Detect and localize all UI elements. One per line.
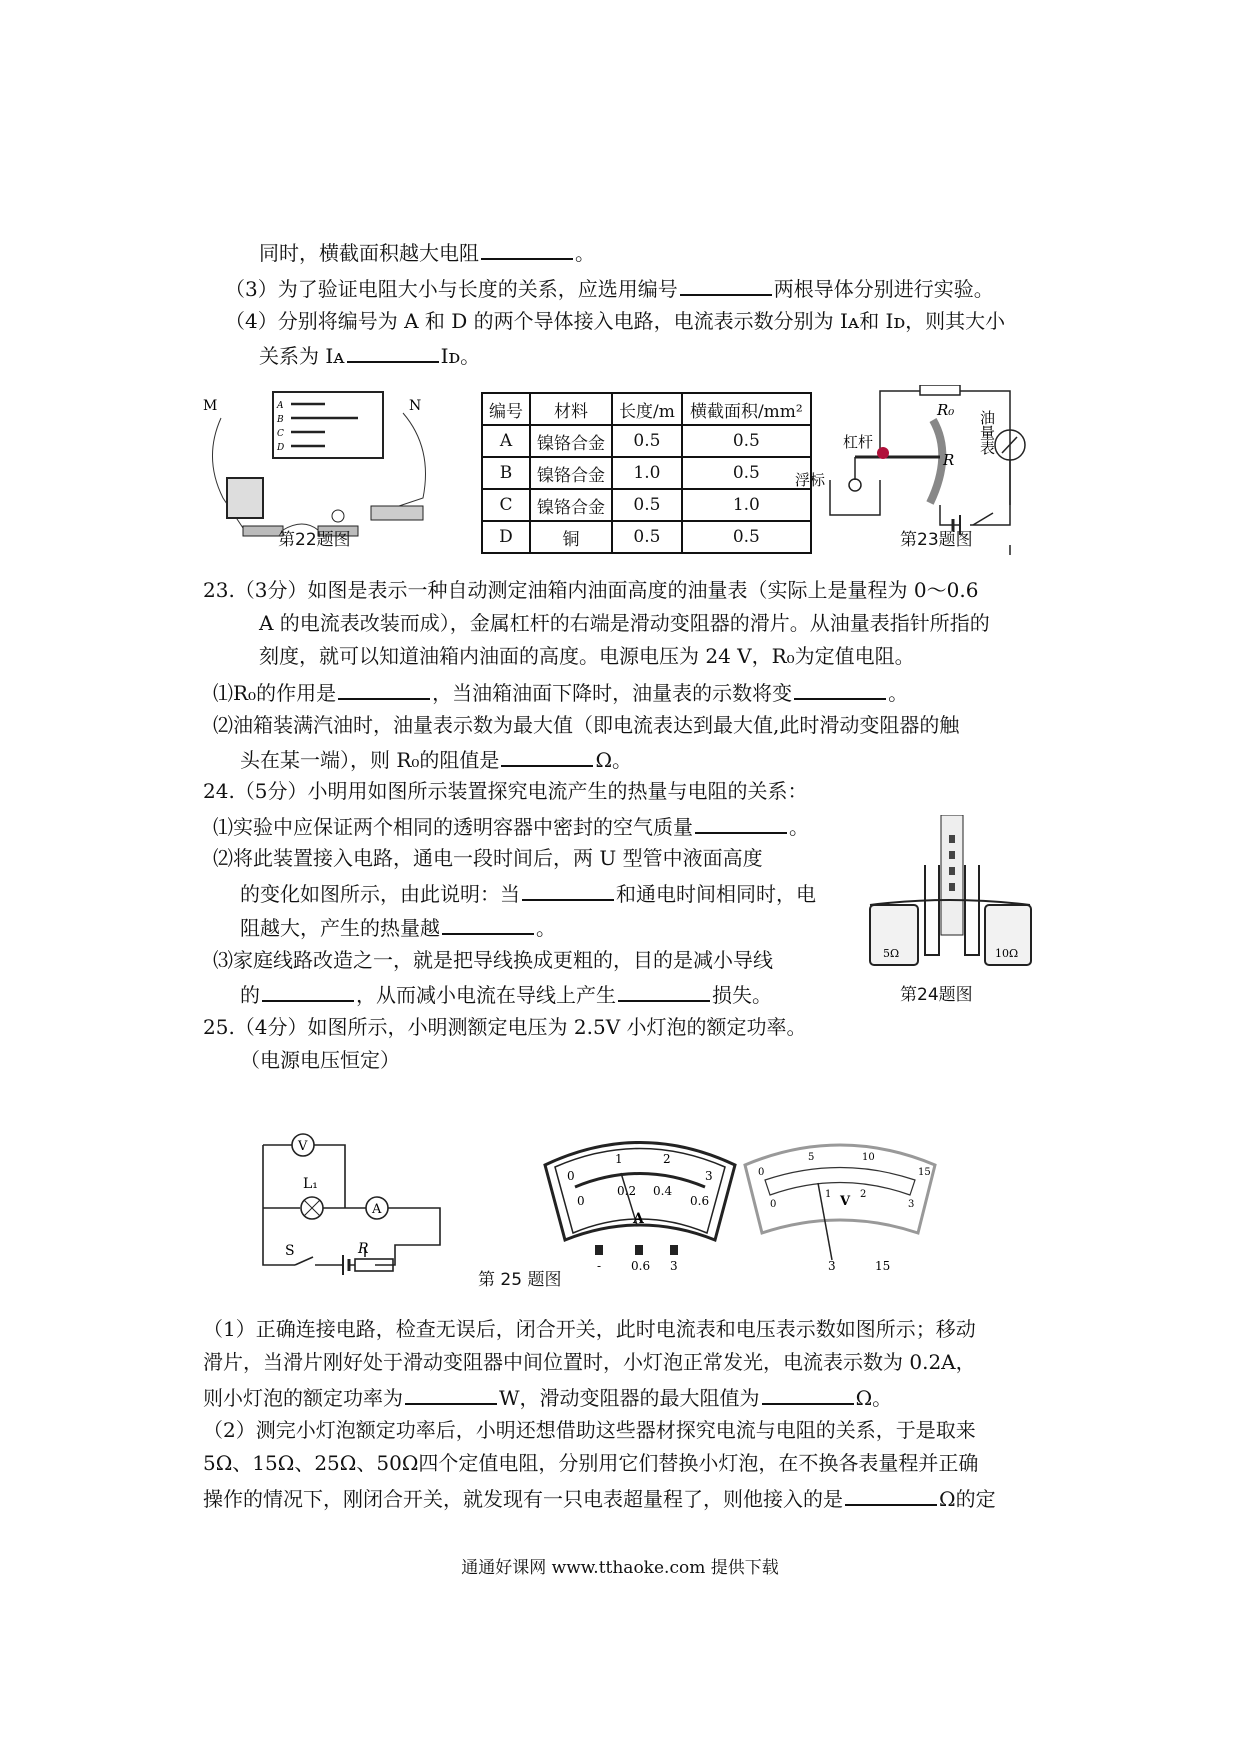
text-segment: 的 bbox=[240, 983, 260, 1007]
text-segment: 。 bbox=[536, 916, 556, 940]
text-line bbox=[259, 238, 595, 266]
text-segment: ⑵将此装置接入电路，通电一段时间后，两 U 型管中液面高度 bbox=[213, 846, 763, 870]
svg-text:浮标: 浮标 bbox=[795, 471, 826, 489]
svg-text:10Ω: 10Ω bbox=[995, 947, 1019, 960]
text-segment: ⑴实验中应保证两个相同的透明容器中密封的空气质量 bbox=[213, 815, 693, 839]
text-segment: 则小灯泡的额定功率为 bbox=[203, 1386, 403, 1410]
svg-text:3: 3 bbox=[705, 1169, 713, 1183]
svg-text:3: 3 bbox=[828, 1259, 836, 1273]
fig22-diagram bbox=[203, 388, 463, 548]
table-row: C 镍铬合金 0.5 1.0 bbox=[482, 489, 811, 521]
text-segment: 损失。 bbox=[712, 983, 772, 1007]
svg-text:2: 2 bbox=[860, 1189, 867, 1200]
svg-text:0.4: 0.4 bbox=[653, 1184, 673, 1198]
text-line bbox=[203, 1349, 976, 1375]
text-segment: 操作的情况下，刚闭合开关，就发现有一只电表超量程了，则他接入的是 bbox=[203, 1487, 843, 1511]
text-segment: 。 bbox=[789, 815, 809, 839]
fig22-label-n: N bbox=[409, 398, 422, 414]
text-line bbox=[203, 1014, 807, 1040]
text-line bbox=[225, 274, 994, 302]
text-segment: 和通电时间相同时，电 bbox=[616, 882, 816, 906]
text-segment: 25.（4分）如图所示，小明测额定电压为 2.5V 小灯泡的额定功率。 bbox=[203, 1015, 807, 1039]
text-line bbox=[203, 1450, 978, 1476]
answer-blank[interactable] bbox=[481, 238, 573, 260]
svg-text:0: 0 bbox=[758, 1167, 765, 1178]
text-line bbox=[240, 913, 556, 941]
text-line bbox=[203, 1383, 892, 1411]
svg-text:0.6: 0.6 bbox=[631, 1259, 651, 1273]
text-segment: （4）分别将编号为 A 和 D 的两个导体接入电路，电流表示数分别为 Iᴀ和 Iᴅ，则其大小 bbox=[225, 309, 1006, 333]
answer-blank[interactable] bbox=[845, 1484, 937, 1506]
answer-blank[interactable] bbox=[762, 1383, 854, 1405]
svg-text:1: 1 bbox=[825, 1189, 832, 1200]
text-segment: 刻度，就可以知道油箱内油面的高度。电源电压为 24 V，R₀为定值电阻。 bbox=[259, 644, 915, 668]
text-line bbox=[203, 577, 978, 603]
text-line bbox=[259, 643, 915, 669]
text-segment: 同时，横截面积越大电阻 bbox=[259, 241, 479, 265]
svg-text:15: 15 bbox=[875, 1259, 891, 1273]
svg-text:1: 1 bbox=[615, 1152, 623, 1166]
answer-blank[interactable] bbox=[405, 1383, 497, 1405]
conductor-table bbox=[481, 392, 812, 554]
text-line bbox=[240, 879, 816, 907]
text-segment: 的变化如图所示，由此说明：当 bbox=[240, 882, 520, 906]
svg-text:A: A bbox=[372, 1202, 382, 1217]
text-segment: ⑵油箱装满汽油时，油量表示数为最大值（即电流表达到最大值,此时滑动变阻器的触 bbox=[213, 713, 960, 737]
svg-text:R₀: R₀ bbox=[937, 401, 955, 419]
svg-text:R: R bbox=[943, 451, 955, 469]
svg-text:B: B bbox=[277, 415, 284, 425]
table-header: 编号 材料 长度/m 横截面积/mm² bbox=[482, 393, 811, 425]
text-segment: 关系为 Iᴀ bbox=[259, 344, 345, 368]
svg-text:0: 0 bbox=[567, 1169, 575, 1183]
answer-blank[interactable] bbox=[338, 678, 430, 700]
table-row: D 铜 0.5 0.5 bbox=[482, 521, 811, 553]
table-row: B 镍铬合金 1.0 0.5 bbox=[482, 457, 811, 489]
text-segment: Ω。 bbox=[595, 748, 633, 772]
svg-text:5Ω: 5Ω bbox=[883, 947, 900, 960]
text-segment: 阻越大，产生的热量越 bbox=[240, 916, 440, 940]
svg-text:5: 5 bbox=[808, 1152, 815, 1163]
answer-blank[interactable] bbox=[522, 879, 614, 901]
ammeter bbox=[535, 1125, 745, 1275]
text-segment: 。 bbox=[575, 241, 595, 265]
svg-text:10: 10 bbox=[862, 1152, 875, 1163]
fig22-caption: 第22题图 bbox=[278, 530, 351, 550]
text-segment: Ω的定 bbox=[939, 1487, 996, 1511]
svg-text:S: S bbox=[285, 1243, 295, 1259]
text-line bbox=[213, 678, 908, 706]
svg-text:0: 0 bbox=[577, 1194, 585, 1208]
text-line bbox=[240, 1047, 400, 1073]
svg-text:0.2: 0.2 bbox=[617, 1184, 637, 1198]
text-segment: ，当油箱油面下降时，油量表的示数将变 bbox=[432, 681, 793, 705]
answer-blank[interactable] bbox=[442, 913, 534, 935]
fig25-caption: 第 25 题图 bbox=[478, 1270, 562, 1290]
text-segment: （1）正确连接电路，检查无误后，闭合开关，此时电流表和电压表示数如图所示；移动 bbox=[203, 1317, 976, 1341]
text-segment: （3）为了验证电阻大小与长度的关系，应选用编号 bbox=[225, 277, 678, 301]
text-segment: 。 bbox=[888, 681, 909, 705]
footer: 通通好课网 www.tthaoke.com 提供下载 bbox=[461, 1558, 779, 1578]
svg-text:L₁: L₁ bbox=[303, 1176, 318, 1192]
fig22-label-m: M bbox=[203, 398, 218, 414]
text-line bbox=[203, 778, 808, 804]
svg-text:2: 2 bbox=[663, 1152, 671, 1166]
text-line bbox=[213, 947, 773, 973]
fig25-circuit bbox=[255, 1125, 465, 1275]
text-line bbox=[259, 341, 480, 369]
svg-text:0: 0 bbox=[770, 1199, 777, 1210]
text-segment: （2）测完小灯泡额定功率后，小明还想借助这些器材探究电流与电阻的关系，于是取来 bbox=[203, 1418, 976, 1442]
svg-text:油量表: 油量表 bbox=[978, 410, 996, 455]
answer-blank[interactable] bbox=[695, 812, 787, 834]
svg-text:V: V bbox=[298, 1139, 308, 1154]
svg-text:杠杆: 杠杆 bbox=[843, 433, 874, 451]
text-segment: 5Ω、15Ω、25Ω、50Ω四个定值电阻，分别用它们替换小灯泡，在不换各表量程并正确 bbox=[203, 1451, 979, 1475]
text-segment: 头在某一端），则 R₀的阻值是 bbox=[240, 748, 500, 772]
svg-text:3: 3 bbox=[908, 1199, 915, 1210]
answer-blank[interactable] bbox=[794, 678, 886, 700]
svg-text:0.6: 0.6 bbox=[690, 1194, 710, 1208]
text-line bbox=[240, 980, 772, 1008]
svg-text:A: A bbox=[277, 401, 284, 411]
answer-blank[interactable] bbox=[262, 980, 354, 1002]
svg-text:R: R bbox=[358, 1241, 369, 1257]
svg-text:-: - bbox=[597, 1259, 602, 1273]
svg-text:3: 3 bbox=[670, 1259, 678, 1273]
svg-text:A: A bbox=[633, 1211, 644, 1227]
answer-blank[interactable] bbox=[618, 980, 710, 1002]
text-line bbox=[203, 1417, 976, 1443]
text-segment: W，滑动变阻器的最大阻值为 bbox=[499, 1386, 760, 1410]
text-line bbox=[213, 712, 959, 738]
text-line bbox=[259, 610, 990, 636]
text-segment: 滑片，当滑片刚好处于滑动变阻器中间位置时，小灯泡正常发光，电流表示数为 0.2A， bbox=[203, 1350, 976, 1374]
text-segment: ，从而减小电流在导线上产生 bbox=[356, 983, 616, 1007]
fig23-caption: 第23题图 bbox=[900, 530, 973, 550]
text-segment: Ω。 bbox=[855, 1386, 893, 1410]
text-segment: ⑶家庭线路改造之一，就是把导线换成更粗的，目的是减小导线 bbox=[213, 948, 773, 972]
text-line bbox=[203, 1484, 996, 1512]
text-segment: ⑴R₀的作用是 bbox=[213, 681, 337, 705]
text-segment: Iᴅ。 bbox=[440, 344, 481, 368]
text-line bbox=[213, 845, 763, 871]
text-segment: 两根导体分别进行实验。 bbox=[773, 277, 994, 301]
text-line bbox=[203, 1316, 976, 1342]
text-line bbox=[213, 812, 809, 840]
fig24-caption: 第24题图 bbox=[900, 985, 973, 1005]
text-segment: A 的电流表改装而成），金属杠杆的右端是滑动变阻器的滑片。从油量表指针所指的 bbox=[259, 611, 990, 635]
answer-blank[interactable] bbox=[501, 745, 593, 767]
fig24-diagram bbox=[865, 815, 1035, 985]
svg-text:15: 15 bbox=[918, 1167, 931, 1178]
text-segment: （电源电压恒定） bbox=[240, 1048, 400, 1072]
answer-blank[interactable] bbox=[680, 274, 772, 296]
svg-text:C: C bbox=[277, 429, 284, 439]
svg-text:V: V bbox=[840, 1194, 851, 1209]
text-segment: 23.（3分）如图是表示一种自动测定油箱内油面高度的油量表（实际上是量程为 0～0.6 bbox=[203, 578, 979, 602]
text-line bbox=[225, 308, 1005, 334]
svg-text:D: D bbox=[277, 443, 285, 453]
text-segment: 24.（5分）小明用如图所示装置探究电流产生的热量与电阻的关系： bbox=[203, 779, 808, 803]
voltmeter bbox=[740, 1125, 950, 1275]
table-row: A 镍铬合金 0.5 0.5 bbox=[482, 425, 811, 457]
answer-blank[interactable] bbox=[347, 341, 439, 363]
text-line bbox=[240, 745, 632, 773]
